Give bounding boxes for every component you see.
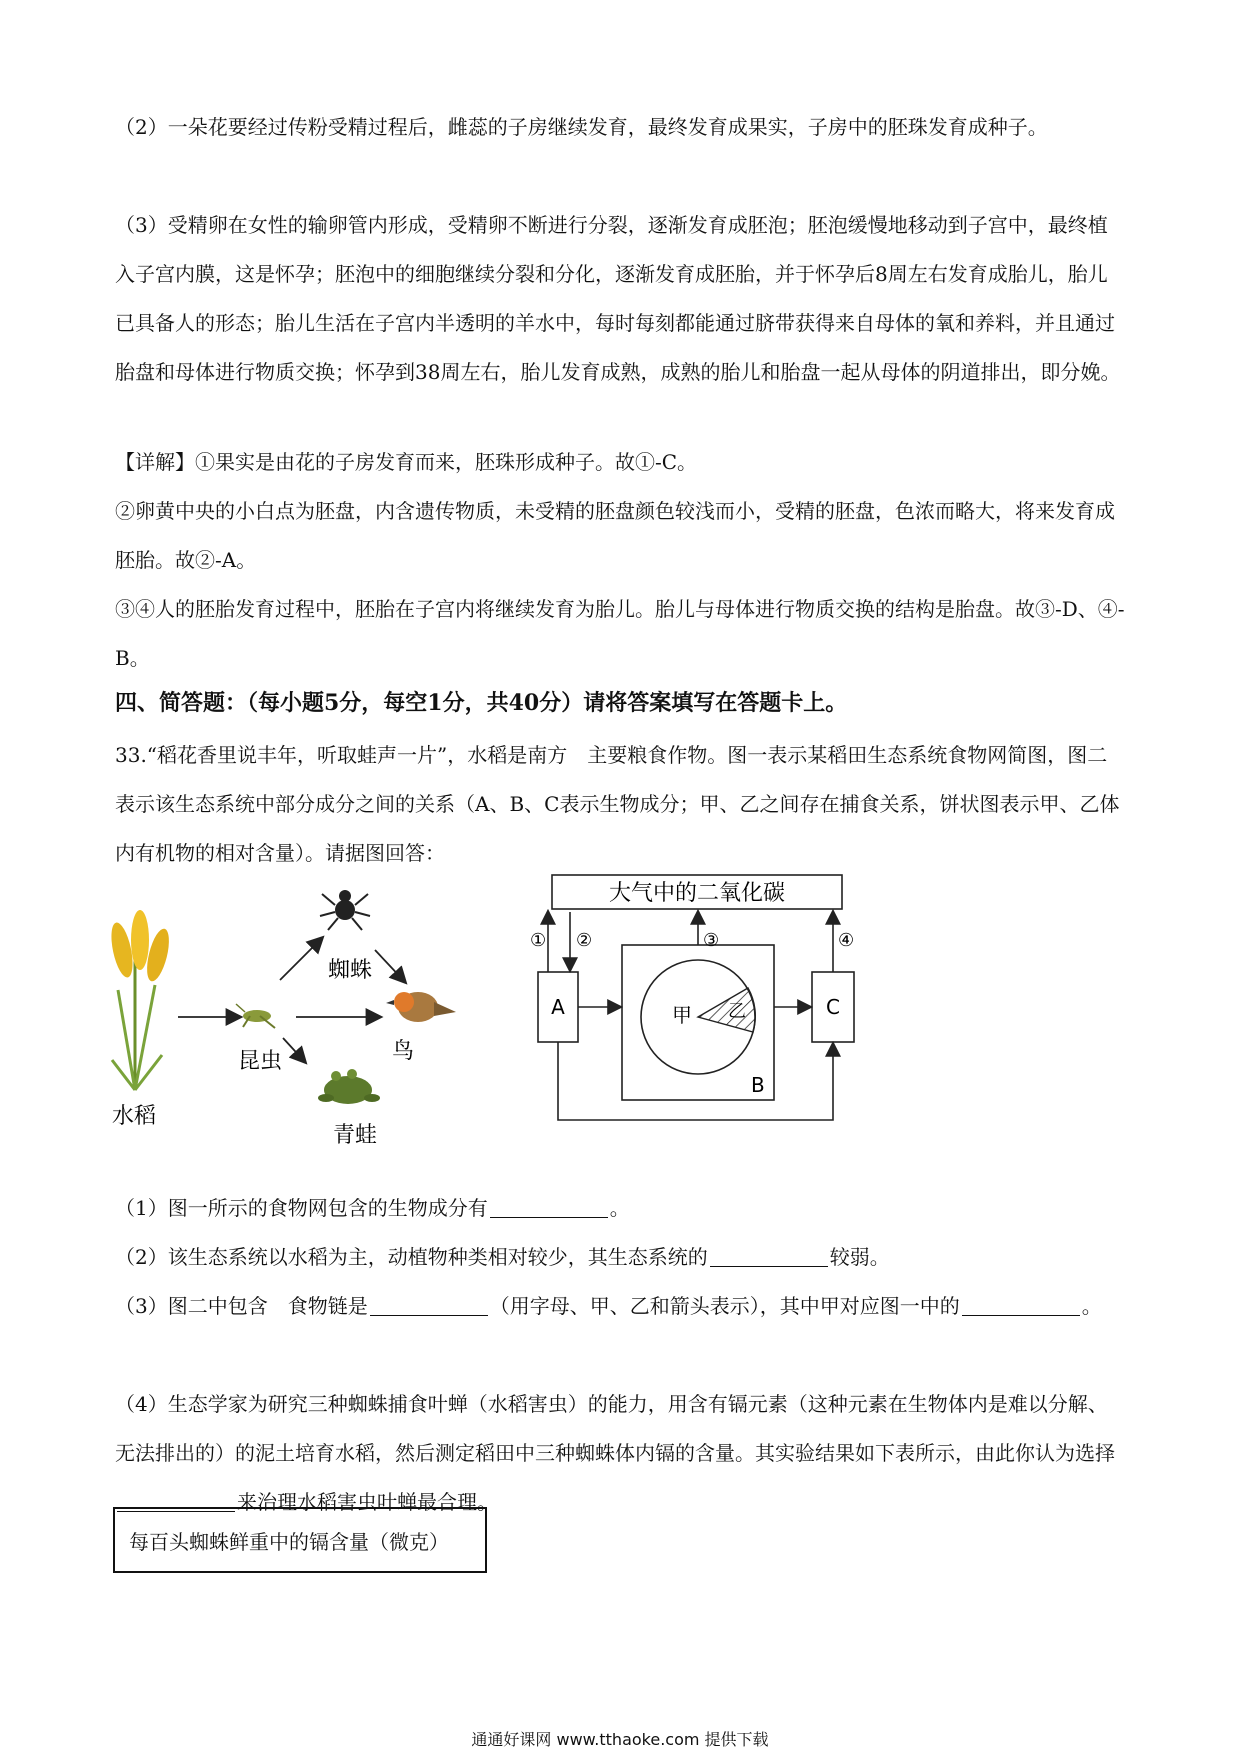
figure-food-web-and-cycle bbox=[100, 870, 1120, 1160]
sub-question-4-text: （4）生态学家为研究三种蜘蛛捕食叶蝉（水稻害虫）的能力，用含有镉元素（这种元素在生物体内是难以分解、无法排出的）的泥土培育水稻，然后测定稻田中三种蜘蛛体内镉的含量。其实验结果如下表所示，由此你认为选择 bbox=[115, 1392, 1115, 1465]
pie-label-yi: 乙 bbox=[728, 1001, 746, 1022]
pie-slice-yi bbox=[698, 988, 755, 1032]
question-33-stem: 33.“稻花香里说丰年，听取蛙声一片”，水稻是南方 主要粮食作物。图一表示某稻田生态系统食物网简图，图二表示该生态系统中部分成分之间的关系（A、B、C表示生物成分；甲、乙之间存在捕食关系，饼状图表示甲、乙体内有机物的相对含量）。请据图回答： bbox=[115, 743, 1120, 865]
spider-label: 蜘蛛 bbox=[328, 958, 373, 983]
component-b-label: B bbox=[751, 1073, 765, 1097]
rice-plant-icon bbox=[107, 910, 173, 1090]
atmosphere-co2-label: 大气中的二氧化碳 bbox=[608, 881, 786, 906]
pie-label-jia: 甲 bbox=[672, 1003, 692, 1027]
component-c-label: C bbox=[826, 995, 840, 1019]
arrow-label-3: ③ bbox=[703, 930, 720, 951]
bird-label: 鸟 bbox=[392, 1039, 415, 1064]
answer-blank-3a[interactable] bbox=[370, 1295, 488, 1316]
frog-label: 青蛙 bbox=[333, 1123, 378, 1148]
paragraph-pollination: （2）一朵花要经过传粉受精过程后，雌蕊的子房继续发育，最终发育成果实，子房中的胚珠发育成种子。 bbox=[115, 115, 1048, 139]
sub-question-4-end: 来治理水稻害虫叶蝉最合理。 bbox=[237, 1490, 497, 1514]
sub-question-1-text: （1）图一所示的食物网包含的生物成分有 bbox=[115, 1196, 488, 1220]
rice-label: 水稻 bbox=[112, 1104, 157, 1129]
spider-icon bbox=[320, 890, 370, 930]
paragraph-pregnancy: （3）受精卵在女性的输卵管内形成，受精卵不断进行分裂，逐渐发育成胚泡；胚泡缓慢地移动到子宫中，最终植入子宫内膜，这是怀孕；胚泡中的细胞继续分裂和分化，逐渐发育成胚胎，并于怀孕后8周左右发育成胎儿，胎儿已具备人的形态；胎儿生活在子宫内半透明的羊水中，每时每刻都能通过脐带获得来自母体的氧和养料，并且通过胎盘和母体进行物质交换；怀孕到38周左右，胎儿发育成熟，成熟的胎儿和胎盘一起从母体的阴道排出，即分娩。 bbox=[115, 213, 1121, 384]
sub-question-3-text: （3）图二中包含 食物链是 bbox=[115, 1294, 368, 1318]
arrow-label-2: ② bbox=[576, 930, 593, 951]
paragraph-detail-1: 【详解】①果实是由花的子房发育而来，胚珠形成种子。故①-C。 bbox=[115, 450, 698, 474]
sub-question-2-end: 较弱。 bbox=[829, 1245, 890, 1269]
sub-question-4 bbox=[115, 1380, 1125, 1527]
arrow-label-4: ④ bbox=[838, 930, 855, 951]
sub-question-3 bbox=[115, 1282, 1125, 1331]
sub-question-1 bbox=[115, 1184, 1125, 1233]
sub-question-3-mid: （用字母、甲、乙和箭头表示），其中甲对应图一中的 bbox=[489, 1294, 960, 1318]
paragraph-detail-2: ②卵黄中央的小白点为胚盘，内含遗传物质，未受精的胚盘颜色较浅而小，受精的胚盘，色浓而略大，将来发育成胚胎。故②-A。 bbox=[115, 499, 1115, 572]
sub-question-2-text: （2）该生态系统以水稻为主，动植物种类相对较少，其生态系统的 bbox=[115, 1245, 708, 1269]
figure-svg bbox=[100, 870, 1120, 1160]
sub-question-2 bbox=[115, 1233, 1125, 1282]
sub-question-3-end: 。 bbox=[1081, 1294, 1102, 1318]
arrow-label-1: ① bbox=[530, 930, 547, 951]
answer-blank-2[interactable] bbox=[710, 1246, 828, 1267]
insect-icon bbox=[236, 1004, 275, 1028]
paragraph-detail-3: ③④人的胚胎发育过程中，胚胎在子宫内将继续发育为胎儿。胎儿与母体进行物质交换的结构是胎盘。故③-D、④-B。 bbox=[115, 597, 1125, 670]
answer-blank-1[interactable] bbox=[490, 1197, 608, 1218]
frog-icon bbox=[318, 1069, 380, 1104]
section-heading: 四、简答题：（每小题5分，每空1分，共40分）请将答案填写在答题卡上。 bbox=[115, 690, 848, 716]
cadmium-table-header: 每百头蜘蛛鲜重中的镉含量（微克） bbox=[113, 1507, 487, 1573]
page-footer: 通通好课网 www.tthaoke.com 提供下载 bbox=[471, 1730, 769, 1749]
component-a-label: A bbox=[551, 995, 565, 1019]
insect-label: 昆虫 bbox=[238, 1049, 283, 1074]
answer-blank-3b[interactable] bbox=[962, 1295, 1080, 1316]
bird-icon bbox=[386, 992, 456, 1022]
sub-question-1-end: 。 bbox=[609, 1196, 630, 1220]
